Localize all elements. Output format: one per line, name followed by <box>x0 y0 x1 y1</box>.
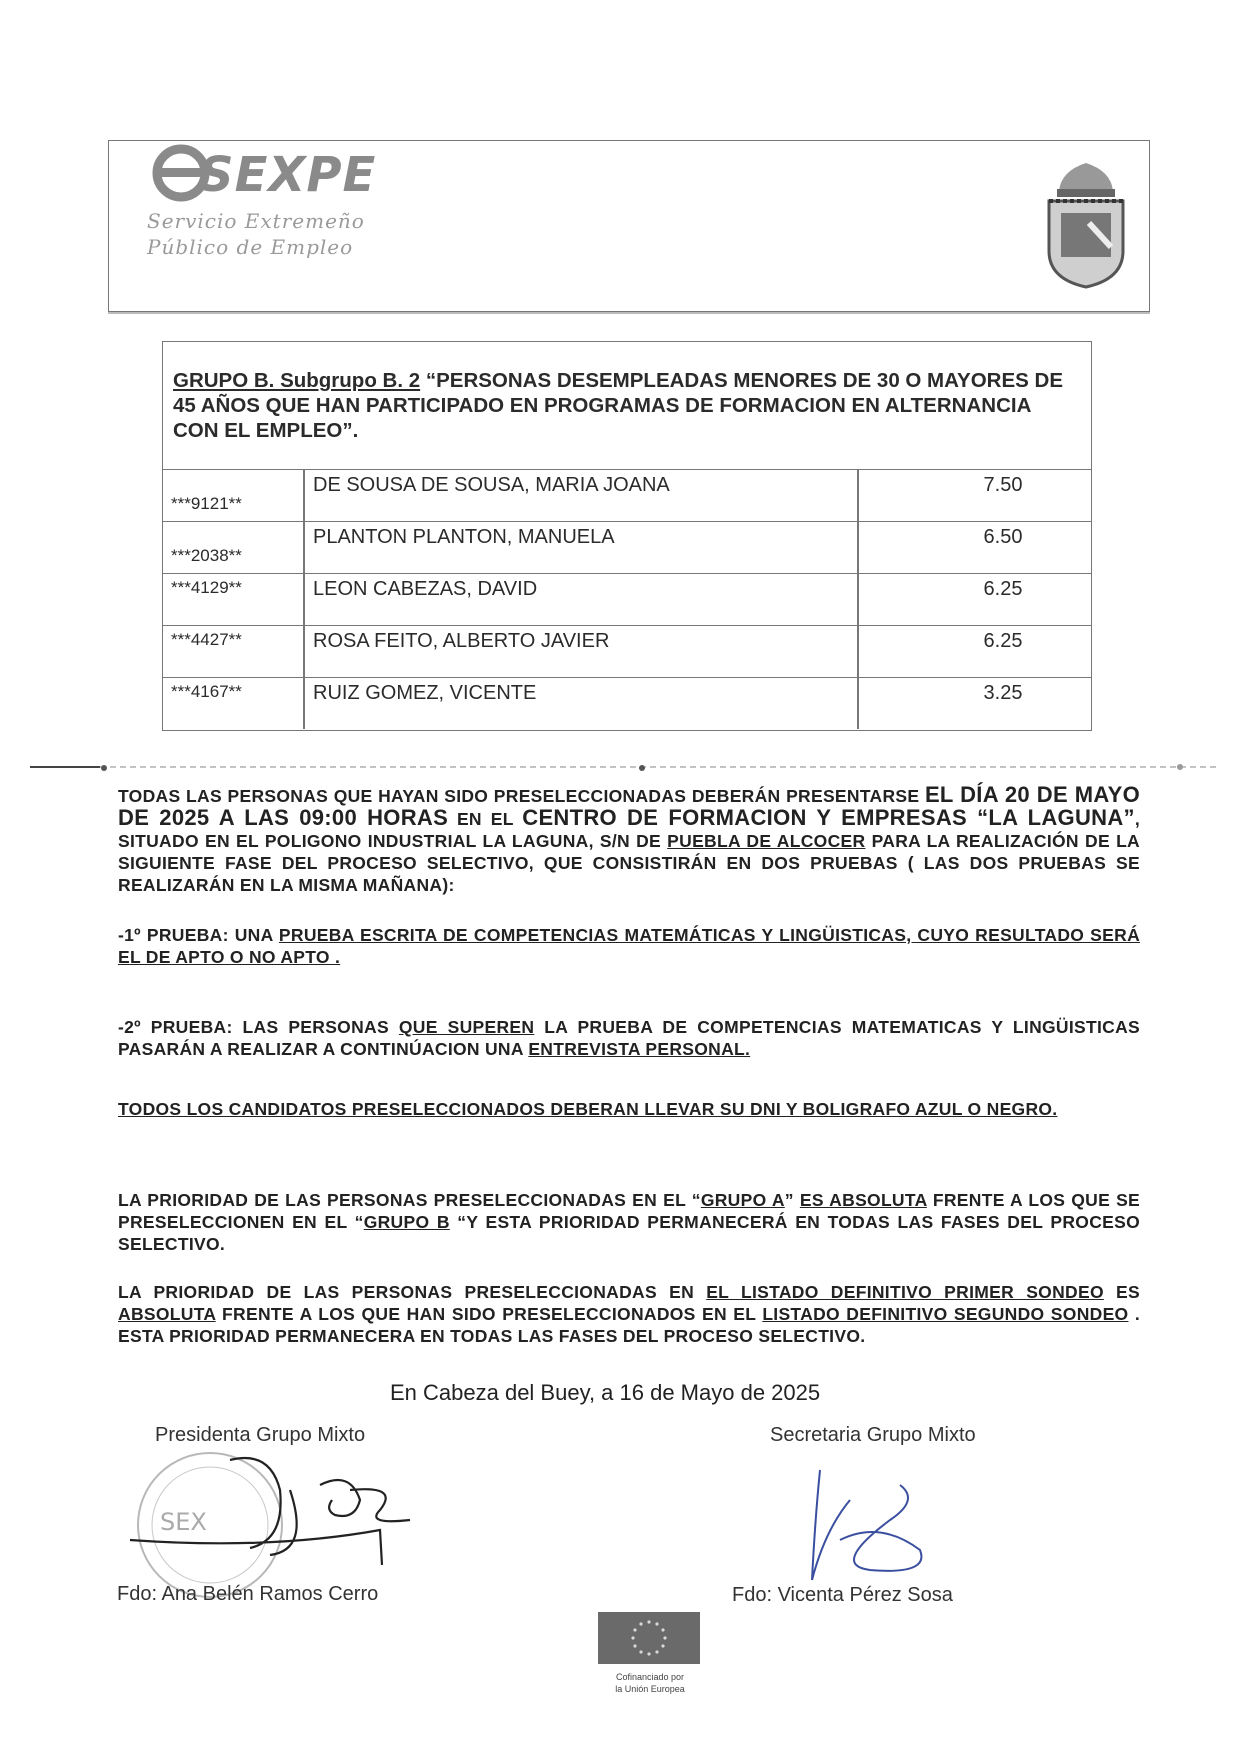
exam-date: EL DÍA 20 DE MAYO DE 2025 A LAS 09:00 HORAS <box>118 782 1140 830</box>
notice-text: FRENTE A LOS QUE SE PRESELECCIONEN EN EL “ <box>118 1190 1141 1232</box>
candidate-id: ***4427** <box>171 630 242 649</box>
official-stamp-and-signature-icon <box>120 1430 440 1600</box>
table-row <box>163 469 1091 521</box>
notice-text: PARA LA REALIZACIÓN DE LA SIGUIENTE FASE DEL PROCESO SELECTIVO, QUE CONSISTIRÁN EN DOS PRUEBAS ( LAS DOS PRUEBAS SE REALIZARÁN EN LA MISMA MAÑANA): <box>118 831 1140 895</box>
logo-name: SEXPE <box>199 147 377 203</box>
candidate-score: 7.50 <box>983 474 1023 496</box>
group-heading <box>173 368 1073 443</box>
notice-paragraph-requirements: TODOS LOS CANDIDATOS PRESELECCIONADOS DEBERAN LLEVAR SU DNI Y BOLIGRAFO AZUL O NEGRO. <box>118 1099 1058 1119</box>
notice-text: LA PRUEBA DE COMPETENCIAS MATEMATICAS Y LINGÜISTICAS PASARÁN A REALIZAR A CONTINÚACION UNA <box>118 1017 1140 1059</box>
notice-emphasis: GRUPO A <box>700 1190 785 1210</box>
candidate-name: RUIZ GOMEZ, VICENTE <box>313 682 537 704</box>
signer-right-title: Secretaria Grupo Mixto <box>770 1424 976 1446</box>
signer-left-name: Fdo: Ana Belén Ramos Cerro <box>117 1583 379 1605</box>
notice-text: LA PRIORIDAD DE LAS PERSONAS PRESELECCIONADAS EN <box>118 1282 707 1302</box>
svg-text:SEX: SEX <box>160 1508 207 1536</box>
group-heading-description: “PERSONAS DESEMPLEADAS MENORES DE 30 O MAYORES DE 45 AÑOS QUE HAN PARTICIPADO EN PROGRAMAS DE FORMACION EN ALTERNANCIA CON EL EMPLEO”. <box>173 369 1064 442</box>
table-row <box>163 573 1091 625</box>
table-row <box>163 677 1091 729</box>
coat-of-arms-icon <box>1041 151 1131 291</box>
candidate-score: 3.25 <box>983 682 1023 704</box>
candidate-score: 6.50 <box>983 526 1023 548</box>
notice-paragraph-priority-lists <box>118 1281 1140 1347</box>
notice-emphasis: PRUEBA ESCRITA DE COMPETENCIAS MATEMÁTICAS Y LINGÜISTICAS, CUYO RESULTADO SERÁ EL DE APTO O NO APTO . <box>118 925 1141 967</box>
signer-right-name: Fdo: Vicenta Pérez Sosa <box>732 1584 953 1606</box>
eu-caption-line-2: la Unión Europea <box>615 1684 685 1694</box>
notice-emphasis: ES ABSOLUTA <box>799 1190 927 1210</box>
notice-paragraph-test-1 <box>118 924 1140 968</box>
page-divider <box>30 760 1220 774</box>
notice-emphasis: ABSOLUTA <box>118 1304 216 1324</box>
candidate-id: ***9121** <box>171 494 242 513</box>
candidate-name: ROSA FEITO, ALBERTO JAVIER <box>313 630 610 652</box>
eu-caption-line-1: Cofinanciado por <box>615 1672 685 1682</box>
logo-subtitle-1: Servicio Extremeño <box>147 209 365 233</box>
eu-flag-icon <box>598 1612 700 1664</box>
notice-text: -2º PRUEBA: LAS PERSONAS <box>118 1017 399 1037</box>
candidate-score: 6.25 <box>983 630 1023 652</box>
candidate-id: ***2038** <box>171 546 242 565</box>
notice-text: TODAS LAS PERSONAS QUE HAYAN SIDO PRESELECCIONADAS DEBERÁN PRESENTARSE <box>118 786 925 806</box>
table-row <box>163 625 1091 677</box>
candidate-name: LEON CABEZAS, DAVID <box>313 578 538 600</box>
notice-text: , SITUADO EN EL POLIGONO INDUSTRIAL LA LAGUNA, S/N DE <box>118 809 1140 851</box>
signer-left-title: Presidenta Grupo Mixto <box>155 1424 366 1446</box>
candidate-name: DE SOUSA DE SOUSA, MARIA JOANA <box>313 474 670 496</box>
exam-town: PUEBLA DE ALCOCER <box>667 831 866 851</box>
notice-emphasis: GRUPO B <box>363 1212 450 1232</box>
notice-emphasis: LISTADO DEFINITIVO SEGUNDO SONDEO <box>762 1304 1129 1324</box>
logo-subtitle-2: Público de Empleo <box>147 235 354 259</box>
notice-text: . ESTA PRIORIDAD PERMANECERA EN TODAS LAS FASES DEL PROCESO SELECTIVO. <box>118 1304 1140 1346</box>
notice-text: ES <box>1103 1282 1140 1302</box>
letterhead <box>108 140 1150 312</box>
notice-text: FRENTE A LOS QUE HAN SIDO PRESELECCIONADOS EN EL <box>215 1304 763 1324</box>
group-heading-label: GRUPO B. Subgrupo B. 2 <box>173 369 421 392</box>
notice-emphasis: EL LISTADO DEFINITIVO PRIMER SONDEO <box>706 1282 1104 1302</box>
notice-text: ” <box>784 1190 800 1210</box>
notice-text: LA PRIORIDAD DE LAS PERSONAS PRESELECCIONADAS EN EL “ <box>118 1190 701 1210</box>
notice-emphasis: QUE SUPEREN <box>398 1017 535 1037</box>
exam-venue: CENTRO DE FORMACION Y EMPRESAS “LA LAGUNA” <box>522 805 1135 830</box>
notice-paragraph-test-2 <box>118 1016 1140 1060</box>
candidate-id: ***4167** <box>171 682 242 701</box>
notice-text: EN EL <box>448 809 523 829</box>
candidate-score: 6.25 <box>983 578 1023 600</box>
notice-paragraph-schedule <box>118 784 1140 896</box>
candidates-table <box>162 341 1092 731</box>
notice-text: -1º PRUEBA: UNA <box>118 925 279 945</box>
table-body <box>163 469 1091 729</box>
notice-emphasis: ENTREVISTA PERSONAL. <box>528 1039 751 1059</box>
candidate-id: ***4129** <box>171 578 242 597</box>
notice-text: “Y ESTA PRIORIDAD PERMANECERÁ EN TODAS LAS FASES DEL PROCESO SELECTIVO. <box>118 1212 1140 1254</box>
table-row <box>163 521 1091 573</box>
place-and-date: En Cabeza del Buey, a 16 de Mayo de 2025 <box>390 1380 821 1405</box>
notice-paragraph-priority-groups <box>118 1189 1140 1255</box>
candidate-name: PLANTON PLANTON, MANUELA <box>313 526 615 548</box>
signature-icon <box>790 1460 970 1600</box>
